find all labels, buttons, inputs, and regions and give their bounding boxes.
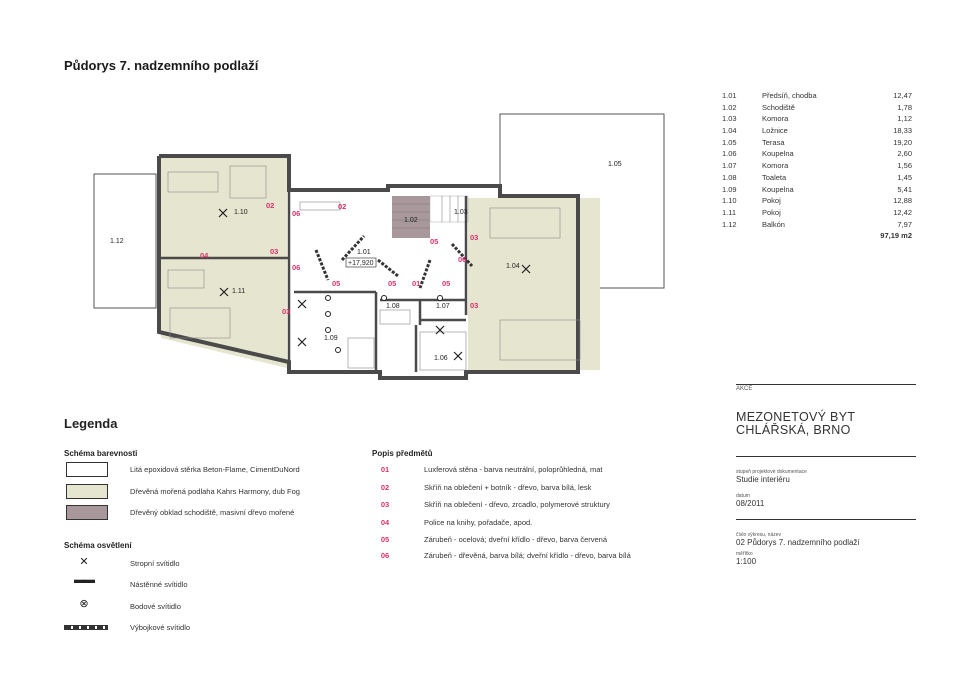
drawing-value: 02 Půdorys 7. nadzemního podlaží: [736, 538, 860, 547]
item-desc: Skříň na oblečení + botník - dřevo, barva bílá, lesk: [424, 483, 592, 492]
room-label-1-12: 1.12: [110, 238, 124, 245]
date-value: 08/2011: [736, 499, 765, 508]
room-label-1-04: 1.04: [506, 263, 520, 270]
spot-light-icon: ⊗: [79, 598, 89, 610]
item-code: 05: [332, 279, 341, 288]
room-schedule: [722, 90, 912, 240]
room-label-1-01: 1.01: [357, 249, 371, 256]
room-row: 1.04 Ložnice 18,33: [722, 126, 912, 136]
lighting-label: Bodové svítidlo: [130, 602, 181, 611]
item-code: 05: [380, 535, 390, 544]
item-desc: Skříň na oblečení - dřevo, zrcadlo, polymerové struktury: [424, 500, 610, 509]
color-label: Dřevěný obklad schodiště, masivní dřevo mořené: [130, 508, 295, 517]
item-code: 03: [470, 301, 479, 310]
item-code: 05: [430, 237, 439, 246]
item-code: 06: [292, 263, 301, 272]
room-row: 1.08 Toaleta 1,45: [722, 172, 912, 182]
date-label: datum: [736, 493, 750, 499]
room-label-1-06: 1.06: [434, 355, 448, 362]
item-code: 02: [380, 483, 390, 492]
title-block-top-line: [736, 384, 916, 385]
drawing-label: číslo výkresu, název: [736, 532, 782, 538]
room-label-1-08: 1.08: [386, 303, 400, 310]
room-row: 1.11 Pokoj 12,42: [722, 207, 912, 217]
floor-plan: [80, 110, 680, 395]
item-code: 04: [200, 251, 209, 260]
item-desc: Zárubeň - dřevěná, barva bílá; dveřní křídlo - dřevo, barva bílá: [424, 551, 631, 560]
item-code: 02: [266, 201, 275, 210]
item-desc: Zárubeň - ocelová; dveřní křídlo - dřevo, barva červená: [424, 535, 608, 544]
lighting-heading: Schéma osvětlení: [64, 541, 132, 550]
room-row: 1.05 Terasa 19,20: [722, 137, 912, 147]
colors-heading: Schéma barevnosti: [64, 449, 138, 458]
room-1-11-floor: [161, 258, 287, 368]
item-code: 03: [270, 247, 279, 256]
item-code: 04: [380, 518, 390, 527]
item-code: 05: [442, 279, 451, 288]
title-block-mid-line: [736, 456, 916, 457]
project-name-line2: CHLÁŘSKÁ, BRNO: [736, 423, 851, 437]
item-code: 06: [380, 551, 390, 560]
item-code: 03: [282, 307, 291, 316]
level-marker: +17,920: [348, 260, 374, 267]
room-row: 1.07 Komora 1,56: [722, 161, 912, 171]
item-code: 06: [458, 255, 467, 264]
room-label-1-10: 1.10: [234, 209, 248, 216]
item-code: 01: [380, 465, 390, 474]
ceiling-light-icon: ✕: [79, 556, 89, 568]
project-name-line1: MEZONETOVÝ BYT: [736, 410, 856, 424]
item-desc: Luxferová stěna - barva neutrální, poloprůhledná, mat: [424, 465, 603, 474]
lighting-label: Nástěnné svítidlo: [130, 580, 188, 589]
room-label-1-11: 1.11: [232, 288, 246, 295]
room-label-1-05: 1.05: [608, 161, 622, 168]
swatch-wood-floor: [66, 484, 108, 499]
item-desc: Police na knihy, pořadače, apod.: [424, 518, 533, 527]
room-row: 1.12 Balkón 7,97: [722, 219, 912, 229]
room-label-1-07: 1.07: [436, 303, 450, 310]
room-row: 1.10 Pokoj 12,88: [722, 196, 912, 206]
strip-light-icon: [64, 625, 108, 630]
color-label: Litá epoxidová stěrka Beton-Flame, CimentDuNord: [130, 465, 300, 474]
swatch-epoxy: [66, 462, 108, 477]
room-label-1-02: 1.02: [404, 217, 418, 224]
item-code: 03: [470, 233, 479, 242]
stage-label: stupeň projektové dokumentace: [736, 469, 807, 475]
lighting-label: Stropní svítidlo: [130, 559, 180, 568]
balcony-1-12: [94, 174, 156, 308]
legend-title: Legenda: [64, 416, 118, 431]
swatch-stair-wood: [66, 505, 108, 520]
rooms-total: 97,19 m2: [880, 231, 912, 241]
stage-value: Studie interiéru: [736, 475, 790, 484]
room-label-1-09: 1.09: [324, 335, 338, 342]
items-heading: Popis předmětů: [372, 449, 433, 458]
room-row: 1.01 Předsíň, chodba 12,47: [722, 91, 912, 100]
akce-label: AKCE: [736, 386, 753, 392]
item-code: 02: [338, 202, 347, 211]
wall-light-icon: ▬▬: [74, 574, 94, 586]
item-code: 03: [380, 500, 390, 509]
item-code: 05: [388, 279, 397, 288]
item-code: 06: [292, 209, 301, 218]
scale-label: měřítko: [736, 551, 753, 557]
lighting-label: Výbojkové svítidlo: [130, 623, 191, 632]
page-title: Půdorys 7. nadzemního podlaží: [64, 58, 259, 73]
room-row: 1.02 Schodiště 1,78: [722, 102, 912, 112]
color-label: Dřevěná mořená podlaha Kahrs Harmony, dub Fog: [130, 487, 300, 496]
room-label-1-03: 1.03: [454, 209, 468, 216]
room-row: 1.06 Koupelna 2,60: [722, 149, 912, 159]
title-block-line: [736, 519, 916, 520]
item-code: 01: [412, 279, 421, 288]
scale-value: 1:100: [736, 557, 757, 566]
room-row: 1.09 Koupelna 5,41: [722, 184, 912, 194]
room-row: 1.03 Komora 1,12: [722, 114, 912, 124]
